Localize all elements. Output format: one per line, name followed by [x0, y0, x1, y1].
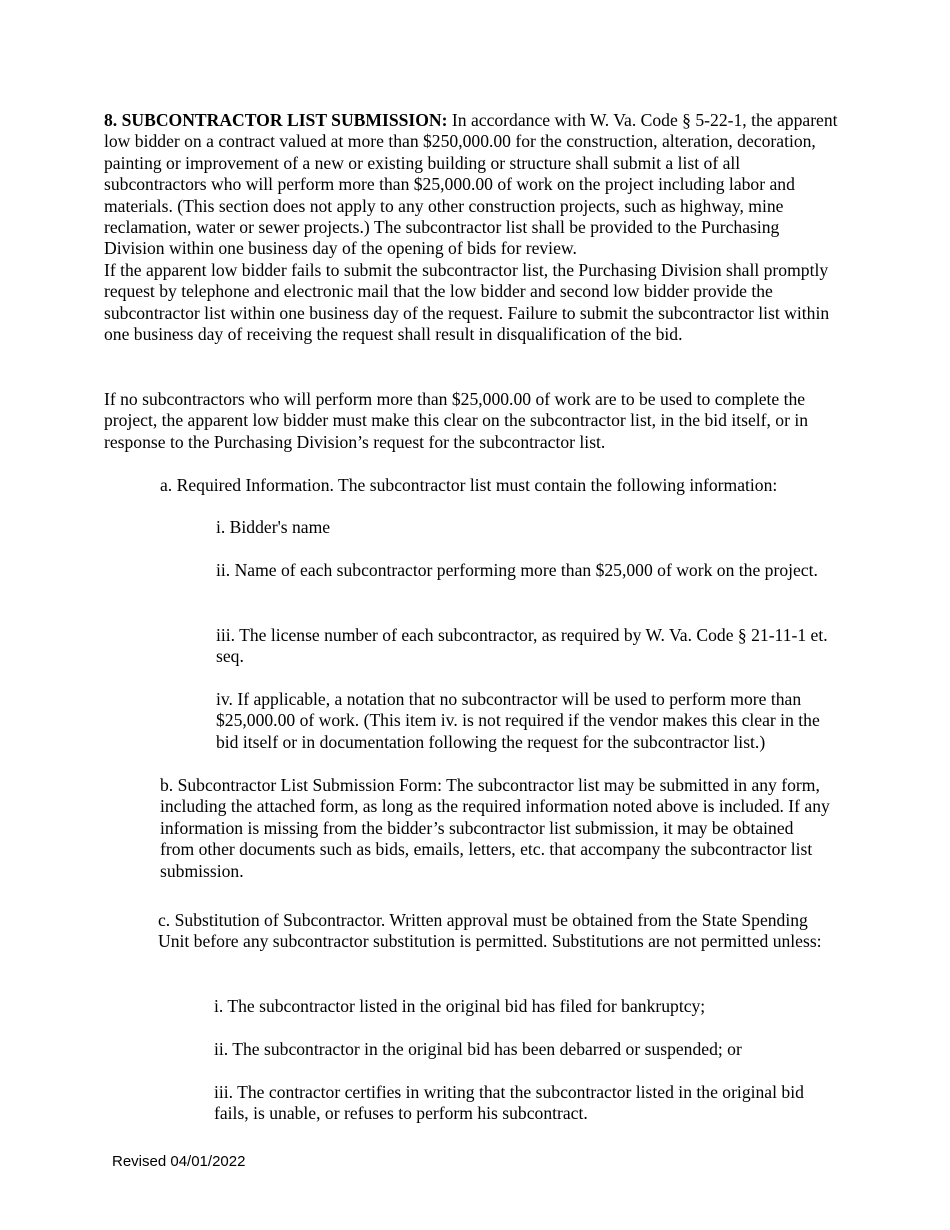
- substitution-paragraph: c. Substitution of Subcontractor. Written approval must be obtained from the State Spending Unit before any subcontractor substitution is permitted. Substitutions are not permitted unless:: [158, 910, 822, 952]
- required-item-no-subcontractor-notation: iv. If applicable, a notation that no subcontractor will be used to perform more than $25,000.00 of work. (This item iv. is not required if the vendor makes this clear in the bid itself or in documentation following the request for the subcontractor list.): [216, 689, 820, 752]
- section-8-paragraph: [104, 110, 844, 345]
- required-information-paragraph: a. Required Information. The subcontractor list must contain the following information:: [160, 475, 778, 495]
- substitution-item-contractor-certifies: iii. The contractor certifies in writing that the subcontractor listed in the original bid fails, is unable, or refuses to perform his subcontract.: [214, 1082, 804, 1124]
- section-intro-text: In accordance with W. Va. Code § 5-22-1, the apparent low bidder on a contract valued at more than $250,000.00 for the construction, alteration, decoration, painting or improvement of a new or existing building or structure shall submit a list of all subcontractors who will perform more than $25,000.00 of work on the project including labor and materials. (This section does not apply to any other construction projects, such as highway, mine reclamation, water or sewer projects.) The subcontractor list shall be provided to the Purchasing Division within one business day of the opening of bids for review.: [104, 110, 838, 259]
- revised-date-footer: Revised 04/01/2022: [112, 1153, 246, 1170]
- substitution-item-debarred: ii. The subcontractor in the original bid has been debarred or suspended; or: [214, 1039, 742, 1059]
- no-subcontractors-paragraph: If no subcontractors who will perform more than $25,000.00 of work are to be used to complete the project, the apparent low bidder must make this clear on the subcontractor list, in the bid itself, or in response to the Purchasing Division’s request for the subcontractor list.: [104, 389, 809, 452]
- substitution-item-bankruptcy: i. The subcontractor listed in the original bid has filed for bankruptcy;: [214, 996, 706, 1016]
- section-failure-text: If the apparent low bidder fails to submit the subcontractor list, the Purchasing Division shall promptly request by telephone and electronic mail that the low bidder and second low bidder provide the subcontractor list within one business day of the request. Failure to submit the subcontractor list within one business day of receiving the request shall result in disqualification of the bid.: [104, 259, 830, 345]
- section-heading: 8. SUBCONTRACTOR LIST SUBMISSION:: [104, 110, 448, 130]
- submission-form-paragraph: b. Subcontractor List Submission Form: The subcontractor list may be submitted in any form, including the attached form, as long as the required information noted above is included. If any information is missing from the bidder’s subcontractor list submission, it may be obtained from other documents such as bids, emails, letters, etc. that accompany the subcontractor list submission.: [160, 775, 830, 881]
- required-item-license-number: iii. The license number of each subcontractor, as required by W. Va. Code § 21-11-1 et. seq.: [216, 625, 828, 667]
- required-item-bidder-name: i. Bidder's name: [216, 517, 331, 537]
- required-item-subcontractor-name: ii. Name of each subcontractor performing more than $25,000 of work on the project.: [216, 560, 818, 580]
